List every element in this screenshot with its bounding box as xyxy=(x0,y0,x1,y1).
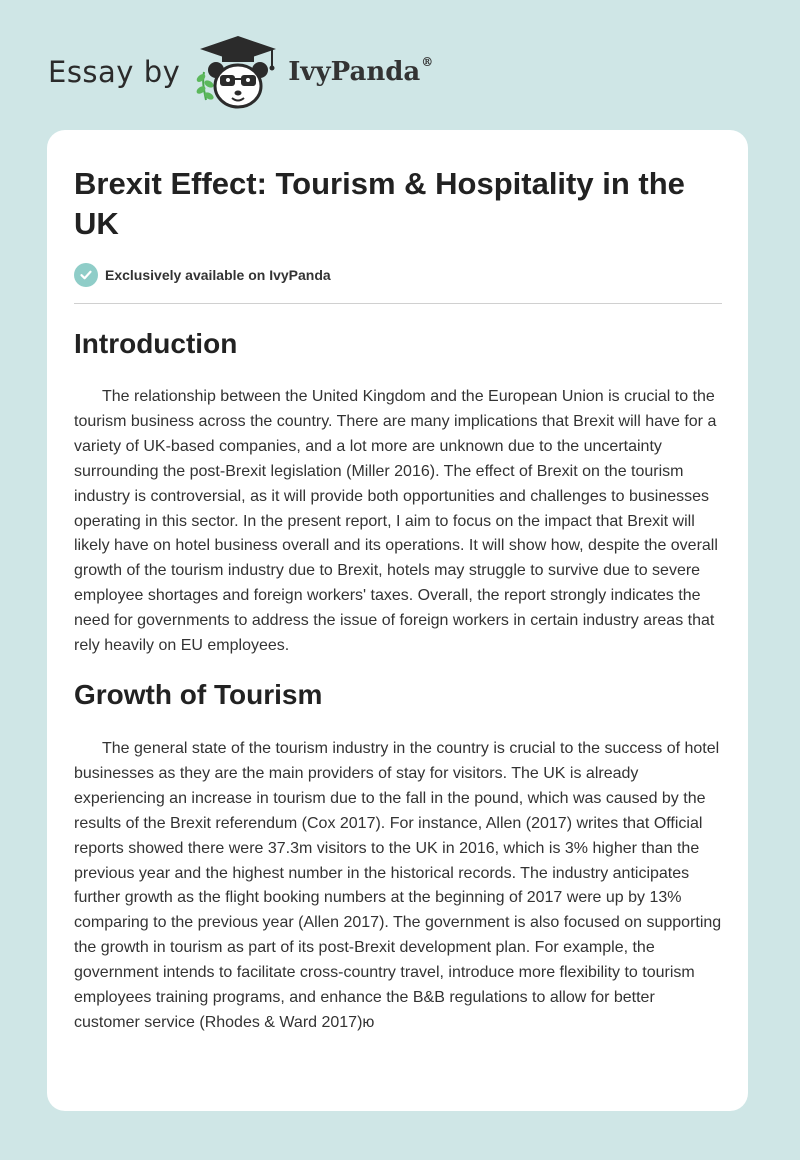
site-header xyxy=(48,32,433,112)
essay-by-label: Essay by xyxy=(48,55,181,89)
registered-mark: ® xyxy=(421,55,434,69)
essay-card xyxy=(47,130,748,1111)
panda-graduate-logo-icon[interactable] xyxy=(192,32,284,112)
divider xyxy=(74,303,722,304)
section-heading-growth-of-tourism: Growth of Tourism xyxy=(74,679,323,710)
essay-title: Brexit Effect: Tourism & Hospitality in the UK xyxy=(74,166,685,241)
brand-name[interactable] xyxy=(288,57,433,87)
section-paragraph-growth-of-tourism: The general state of the tourism industry in the country is crucial to the success of hotel businesses as they are the main providers of stay for visitors. The UK is already experiencing an increase in tourism due to the fall in the pound, which was caused by the results of the Brexit referendum (Cox 2017). For instance, Allen (2017) writes that Official reports showed there were 37.3m visitors to the UK in 2016, which is 3% higher than the previous year and the highest number in the historical records. The industry anticipates further growth as the flight booking numbers at the beginning of 2017 were up by 13% comparing to the previous year (Allen 2017). The government is also focused on supporting the growth in tourism as part of its post-Brexit development plan. For example, the government intends to facilitate cross-country travel, introduce more flexibility to tourism employees training programs, and enhance the B&B regulations to allow for better customer service (Rhodes & Ward 2017)ю xyxy=(74,740,722,1031)
check-circle-icon xyxy=(74,263,98,287)
section-paragraph-introduction: The relationship between the United Kingdom and the European Union is crucial to the tourism business across the country. There are many implications that Brexit will have for a variety of UK-based companies, and a lot more are unknown due to the uncertainty surrounding the post-Brexit legislation (Miller 2016). The effect of Brexit on the tourism industry is controversial, as it will provide both opportunities and challenges to businesses operating in this sector. In the present report, I aim to focus on the impact that Brexit will likely have on hotel business overall and its operations. It will show how, despite the overall growth of the tourism industry due to Brexit, hotels may struggle to survive due to severe employee shortages and foreign workers' taxes. Overall, the report strongly indicates the need for governments to address the issue of foreign workers in certain industry areas that rely heavily on EU employees. xyxy=(74,388,718,655)
brand-name-text: IvyPanda xyxy=(288,57,421,87)
exclusive-badge xyxy=(74,263,331,287)
section-heading-introduction: Introduction xyxy=(74,328,238,359)
exclusive-badge-label: Exclusively available on IvyPanda xyxy=(105,267,331,283)
